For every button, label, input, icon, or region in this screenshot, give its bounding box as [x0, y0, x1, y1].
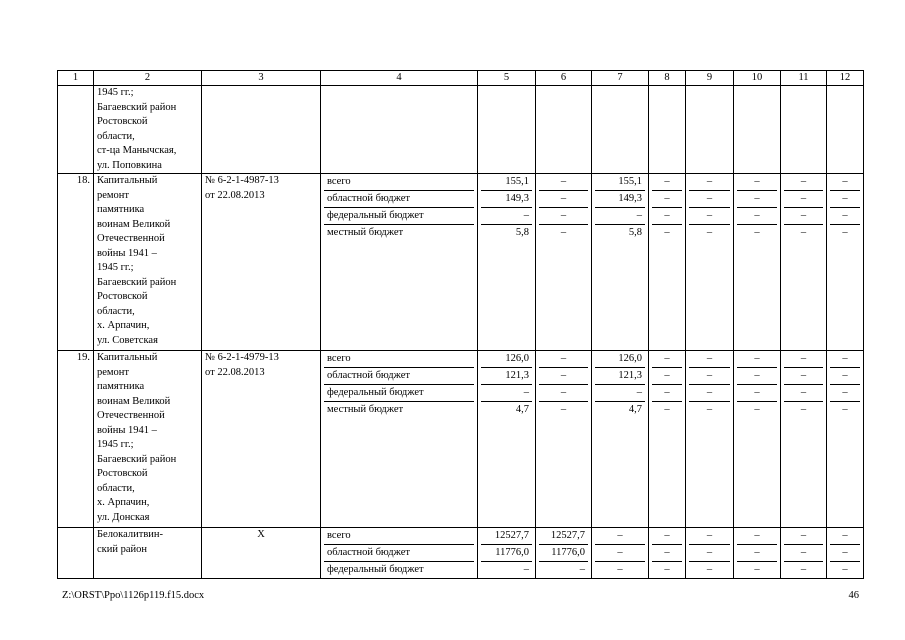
cell-value: –: [539, 224, 588, 241]
text-line: ский район: [97, 543, 148, 555]
text-line: области,: [97, 482, 135, 494]
text-line: ст-ца Манычская,: [97, 145, 177, 156]
col-header: 5: [478, 71, 536, 86]
cell-value: –: [560, 176, 567, 187]
text-line: памятника: [97, 204, 145, 215]
cell-value: –: [664, 530, 670, 541]
cell-value: 4,7: [481, 401, 532, 418]
cell-value: областной бюджет: [324, 544, 474, 561]
cell-value: –: [560, 353, 567, 364]
cell-empty: [686, 86, 734, 174]
cell-value: –: [664, 353, 670, 364]
cell-value: –: [539, 561, 588, 578]
cell-funding-source: [321, 174, 478, 351]
column-number-row: [58, 71, 864, 86]
cell-value: –: [737, 384, 777, 401]
cell-empty: [734, 86, 781, 174]
cell-value: областной бюджет: [324, 367, 474, 384]
cell-value: –: [652, 224, 682, 241]
text-line: 1945 гг.;: [97, 439, 134, 450]
cell-col7: [592, 174, 649, 351]
cell-c11: [781, 528, 827, 579]
cell-value: федеральный бюджет: [324, 207, 474, 224]
cell-value: 126,0: [505, 353, 529, 364]
cell-value: –: [652, 561, 682, 578]
cell-value: –: [830, 401, 860, 418]
text-line: войны 1941 –: [97, 247, 157, 259]
cell-value: –: [595, 544, 645, 561]
cell-value: 155,1: [618, 176, 642, 187]
cell-district-name: [94, 528, 202, 579]
cell-document: Х: [202, 528, 321, 579]
text-line: № 6-2-1-4987-13: [205, 175, 279, 186]
cell-value: –: [784, 384, 823, 401]
text-line: Капитальный: [97, 175, 158, 186]
cell-col5: [478, 528, 536, 579]
cell-value: –: [689, 207, 730, 224]
text-line: Белокалитвин-: [97, 529, 164, 540]
cell-value: –: [689, 561, 730, 578]
footer-file-path: Z:\ORST\Ppo\1126p119.f15.docx: [62, 590, 205, 601]
cell-value: –: [800, 353, 807, 364]
col-header: 7: [592, 71, 649, 86]
cell-c8: [649, 351, 686, 528]
text-line: Багаевский район: [97, 101, 177, 113]
cell-value: –: [800, 530, 807, 541]
cell-value: –: [689, 401, 730, 418]
cell-c10: [734, 174, 781, 351]
cell-value: 11776,0: [481, 544, 532, 561]
cell-c11: [781, 174, 827, 351]
cell-value: –: [737, 401, 777, 418]
cell-value: –: [652, 190, 682, 207]
col-header: 2: [94, 71, 202, 86]
footer-page-number: 46: [848, 590, 859, 601]
cell-value: федеральный бюджет: [324, 384, 474, 401]
text-line: 1945 гг.;: [97, 87, 134, 98]
text-line: Отечественной: [97, 233, 165, 244]
cell-value: –: [595, 207, 645, 224]
cell-value: областной бюджет: [324, 190, 474, 207]
cell-value: –: [652, 207, 682, 224]
cell-value: –: [830, 190, 860, 207]
cell-value: –: [737, 544, 777, 561]
cell-value: –: [539, 401, 588, 418]
cell-value: –: [830, 544, 860, 561]
cell-value: 149,3: [481, 190, 532, 207]
cell-value: 5,8: [595, 224, 645, 241]
cell-value: –: [737, 367, 777, 384]
cell-value: –: [842, 530, 848, 541]
cell-value: 12527,7: [550, 530, 585, 541]
cell-c9: [686, 174, 734, 351]
cell-empty: [536, 86, 592, 174]
cell-value: –: [784, 367, 823, 384]
cell-value: –: [652, 401, 682, 418]
text-line: ул. Донская: [97, 511, 150, 523]
col-header: 8: [649, 71, 686, 86]
cell-col5: [478, 174, 536, 351]
cell-value: –: [706, 176, 713, 187]
col-header: 10: [734, 71, 781, 86]
cell-c12: [827, 528, 864, 579]
col-header: 1: [58, 71, 94, 86]
text-line: от 22.08.2013: [205, 189, 265, 201]
cell-value: –: [784, 207, 823, 224]
cell-c9: [686, 351, 734, 528]
cell-value: –: [706, 530, 713, 541]
cell-value: –: [689, 367, 730, 384]
cell-value: –: [664, 176, 670, 187]
cell-value: –: [754, 176, 760, 187]
text-line: области,: [97, 130, 135, 142]
text-line: войны 1941 –: [97, 424, 157, 436]
cell-col6: [536, 528, 592, 579]
col-header: 4: [321, 71, 478, 86]
table-row: [58, 351, 864, 528]
cell-value: 155,1: [505, 176, 529, 187]
cell-value: –: [539, 367, 588, 384]
table-row-district: [58, 528, 864, 579]
cell-value: 121,3: [595, 367, 645, 384]
col-header: 3: [202, 71, 321, 86]
cell-empty: [781, 86, 827, 174]
text-line: ремонт: [97, 366, 130, 378]
cell-value: –: [617, 530, 623, 541]
text-line: х. Арпачин,: [97, 497, 150, 508]
cell-value: –: [595, 561, 645, 578]
cell-value: –: [754, 530, 760, 541]
text-line: 1945 гг.;: [97, 262, 134, 273]
cell-c12: [827, 351, 864, 528]
cell-c12: [827, 174, 864, 351]
cell-value: –: [689, 190, 730, 207]
cell-value: –: [784, 224, 823, 241]
cell-c7: [592, 528, 649, 579]
cell-value: всего: [327, 353, 351, 364]
text-line: № 6-2-1-4979-13: [205, 352, 279, 363]
cell-value: –: [652, 544, 682, 561]
cell-value: –: [706, 353, 713, 364]
cell-document: [202, 174, 321, 351]
text-line: Ростовской: [97, 116, 148, 127]
text-line: ул. Поповкина: [97, 159, 162, 171]
cell-value: –: [539, 207, 588, 224]
cell-value: –: [830, 224, 860, 241]
table-row-continuation: [58, 86, 864, 174]
cell-col6: [536, 351, 592, 528]
cell-value: –: [830, 384, 860, 401]
cell-funding-source: [321, 351, 478, 528]
cell-col7: [592, 351, 649, 528]
cell-value: –: [737, 224, 777, 241]
cell-object-name: [94, 351, 202, 528]
cell-object-name: [94, 174, 202, 351]
cell-value: 11776,0: [539, 544, 588, 561]
col-header: 12: [827, 71, 864, 86]
cell-col5: [478, 351, 536, 528]
cell-value: –: [830, 561, 860, 578]
cell-c10: [734, 528, 781, 579]
text-line: Ростовской: [97, 291, 148, 302]
cell-value: местный бюджет: [324, 224, 474, 241]
cell-number: 18.: [58, 174, 94, 351]
text-line: Капитальный: [97, 352, 158, 363]
cell-number: [58, 528, 94, 579]
cell-value: –: [539, 190, 588, 207]
cell-empty: [321, 86, 478, 174]
cell-value: –: [737, 207, 777, 224]
cell-value: 12527,7: [494, 530, 529, 541]
cell-number: [58, 86, 94, 174]
cell-c9: [686, 528, 734, 579]
cell-value: –: [689, 224, 730, 241]
cell-value: 149,3: [595, 190, 645, 207]
cell-value: всего: [327, 176, 351, 187]
cell-value: 4,7: [595, 401, 645, 418]
cell-value: –: [800, 176, 807, 187]
cell-value: 126,0: [618, 353, 642, 364]
cell-empty: [649, 86, 686, 174]
cell-value: –: [754, 353, 760, 364]
cell-value: –: [481, 561, 532, 578]
budget-table: [57, 70, 864, 579]
cell-c8: [649, 528, 686, 579]
cell-c11: [781, 351, 827, 528]
cell-empty: [592, 86, 649, 174]
cell-object-name: [94, 86, 202, 174]
cell-value: –: [842, 353, 848, 364]
cell-value: –: [689, 544, 730, 561]
text-line: Отечественной: [97, 410, 165, 421]
cell-value: –: [784, 561, 823, 578]
cell-value: –: [595, 384, 645, 401]
cell-value: –: [539, 384, 588, 401]
cell-number: 19.: [58, 351, 94, 528]
text-line: воинам Великой: [97, 395, 171, 407]
cell-value: –: [784, 544, 823, 561]
cell-value: –: [830, 367, 860, 384]
cell-c8: [649, 174, 686, 351]
cell-value: –: [830, 207, 860, 224]
cell-value: –: [842, 176, 848, 187]
text-line: ремонт: [97, 189, 130, 201]
cell-value: –: [481, 384, 532, 401]
text-line: воинам Великой: [97, 218, 171, 230]
text-line: области,: [97, 305, 135, 317]
cell-empty: [478, 86, 536, 174]
text-line: Ростовской: [97, 468, 148, 479]
cell-value: –: [784, 190, 823, 207]
text-line: х. Арпачин,: [97, 320, 150, 331]
cell-empty: [202, 86, 321, 174]
cell-value: местный бюджет: [324, 401, 474, 418]
cell-document: [202, 351, 321, 528]
cell-value: всего: [327, 530, 351, 541]
text-line: памятника: [97, 381, 145, 392]
cell-value: –: [481, 207, 532, 224]
cell-funding-source: [321, 528, 478, 579]
cell-value: –: [652, 384, 682, 401]
col-header: 9: [686, 71, 734, 86]
cell-value: 121,3: [481, 367, 532, 384]
cell-c10: [734, 351, 781, 528]
cell-value: –: [784, 401, 823, 418]
cell-value: –: [689, 384, 730, 401]
text-line: Багаевский район: [97, 276, 177, 288]
cell-value: федеральный бюджет: [324, 561, 474, 578]
cell-value: –: [652, 367, 682, 384]
col-header: 11: [781, 71, 827, 86]
cell-empty: [827, 86, 864, 174]
cell-value: –: [737, 190, 777, 207]
text-line: от 22.08.2013: [205, 366, 265, 378]
table-row: [58, 174, 864, 351]
cell-value: 5,8: [481, 224, 532, 241]
cell-col6: [536, 174, 592, 351]
cell-value: –: [737, 561, 777, 578]
text-line: Багаевский район: [97, 453, 177, 465]
col-header: 6: [536, 71, 592, 86]
text-line: ул. Советская: [97, 334, 158, 346]
